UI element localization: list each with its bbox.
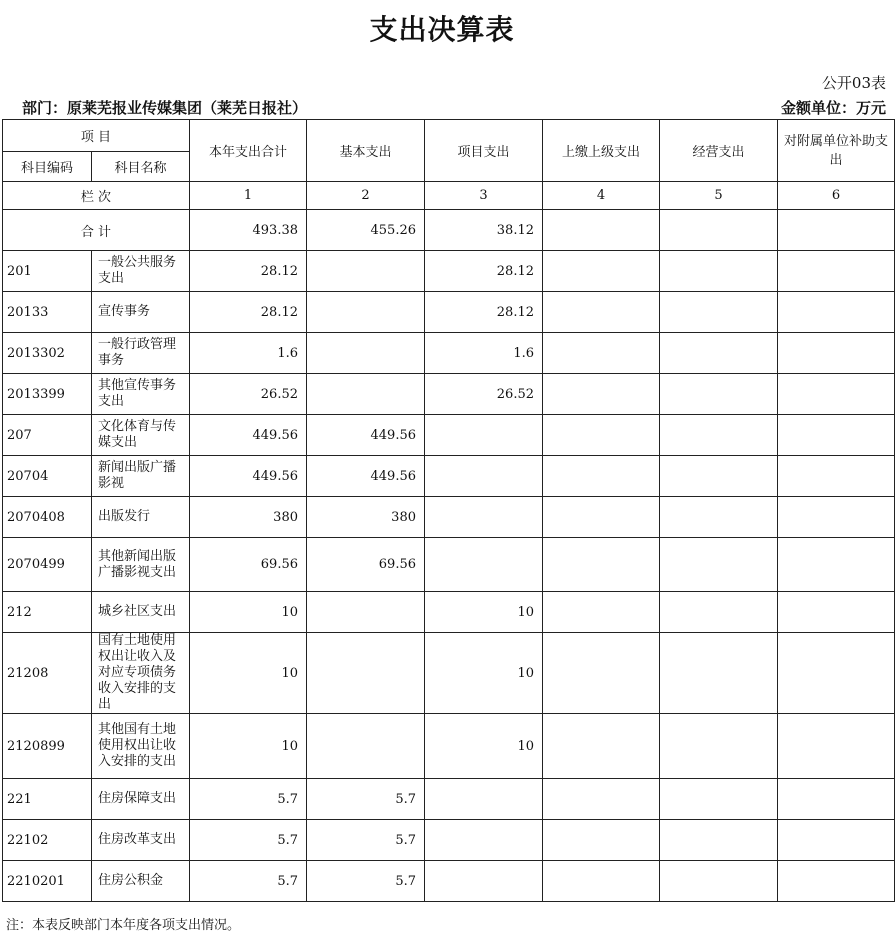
row-subsidy: [778, 714, 895, 779]
row-basic: 69.56: [307, 538, 425, 592]
row-code: 2120899: [3, 714, 92, 779]
row-business: [660, 374, 778, 415]
row-name: 其他宣传事务支出: [92, 374, 190, 415]
row-name: 其他国有土地使用权出让收入安排的支出: [92, 714, 190, 779]
row-name: 城乡社区支出: [92, 592, 190, 633]
row-upper: [543, 538, 660, 592]
row-business: [660, 456, 778, 497]
summary-basic: 455.26: [307, 210, 425, 251]
table-row: [3, 820, 895, 861]
row-basic: [307, 374, 425, 415]
header-name: 科目名称: [92, 152, 190, 182]
row-subsidy: [778, 592, 895, 633]
department-label: 部门：原莱芜报业传媒集团（莱芜日报社）: [22, 99, 308, 117]
row-total: 449.56: [190, 456, 307, 497]
row-business: [660, 333, 778, 374]
header-basic: 基本支出: [307, 120, 425, 182]
summary-project: 38.12: [425, 210, 543, 251]
row-total: 10: [190, 633, 307, 714]
header-upper: 上缴上级支出: [543, 120, 660, 182]
row-code: 212: [3, 592, 92, 633]
row-project: [425, 415, 543, 456]
row-total: 449.56: [190, 415, 307, 456]
col-num: 3: [425, 182, 543, 210]
row-subsidy: [778, 251, 895, 292]
row-name: 住房公积金: [92, 861, 190, 902]
row-project: [425, 820, 543, 861]
row-project: [425, 538, 543, 592]
header-subsidy: 对附属单位补助支出: [778, 120, 895, 182]
table-row: [3, 456, 895, 497]
row-code: 221: [3, 779, 92, 820]
row-basic: 5.7: [307, 820, 425, 861]
row-project: 10: [425, 633, 543, 714]
row-subsidy: [778, 333, 895, 374]
row-project: [425, 497, 543, 538]
col-num: 4: [543, 182, 660, 210]
row-basic: 449.56: [307, 415, 425, 456]
row-total: 69.56: [190, 538, 307, 592]
summary-business: [660, 210, 778, 251]
row-name: 出版发行: [92, 497, 190, 538]
row-upper: [543, 415, 660, 456]
row-code: 2013302: [3, 333, 92, 374]
row-project: 10: [425, 714, 543, 779]
row-subsidy: [778, 374, 895, 415]
row-project: 10: [425, 592, 543, 633]
row-basic: 5.7: [307, 861, 425, 902]
col-num: 5: [660, 182, 778, 210]
row-business: [660, 497, 778, 538]
row-subsidy: [778, 538, 895, 592]
row-basic: [307, 333, 425, 374]
row-project: [425, 456, 543, 497]
row-name: 一般公共服务支出: [92, 251, 190, 292]
row-basic: [307, 714, 425, 779]
row-total: 10: [190, 714, 307, 779]
row-upper: [543, 251, 660, 292]
amount-unit-label: 金额单位：万元: [780, 99, 886, 117]
row-business: [660, 538, 778, 592]
table-row: [3, 497, 895, 538]
table-row: [3, 415, 895, 456]
summary-row: [3, 210, 895, 251]
row-total: 1.6: [190, 333, 307, 374]
col-num: 2: [307, 182, 425, 210]
table-row: [3, 861, 895, 902]
col-num: 6: [778, 182, 895, 210]
row-upper: [543, 592, 660, 633]
row-code: 20133: [3, 292, 92, 333]
row-upper: [543, 374, 660, 415]
row-project: [425, 861, 543, 902]
row-project: 1.6: [425, 333, 543, 374]
row-basic: [307, 592, 425, 633]
row-total: 10: [190, 592, 307, 633]
row-business: [660, 714, 778, 779]
row-code: 2210201: [3, 861, 92, 902]
table-row: [3, 633, 895, 714]
col-num: 1: [190, 182, 307, 210]
table-row: [3, 374, 895, 415]
row-name: 新闻出版广播影视: [92, 456, 190, 497]
row-code: 2070408: [3, 497, 92, 538]
row-total: 28.12: [190, 251, 307, 292]
header-code: 科目编码: [3, 152, 92, 182]
row-subsidy: [778, 497, 895, 538]
heji-label: 合 计: [3, 210, 190, 251]
lanci-label: 栏 次: [3, 182, 190, 210]
row-code: 2013399: [3, 374, 92, 415]
table-row: [3, 714, 895, 779]
row-name: 国有土地使用权出让收入及对应专项债务收入安排的支出: [92, 633, 190, 714]
row-name: 住房改革支出: [92, 820, 190, 861]
table-row: [3, 592, 895, 633]
summary-upper: [543, 210, 660, 251]
row-business: [660, 820, 778, 861]
row-upper: [543, 779, 660, 820]
row-business: [660, 592, 778, 633]
footnote: 注：本表反映部门本年度各项支出情况。: [6, 918, 241, 933]
row-total: 5.7: [190, 820, 307, 861]
row-total: 380: [190, 497, 307, 538]
row-subsidy: [778, 456, 895, 497]
table-row: [3, 251, 895, 292]
row-name: 宣传事务: [92, 292, 190, 333]
row-name: 文化体育与传媒支出: [92, 415, 190, 456]
row-upper: [543, 820, 660, 861]
row-project: [425, 779, 543, 820]
row-total: 28.12: [190, 292, 307, 333]
row-project: 26.52: [425, 374, 543, 415]
header-total: 本年支出合计: [190, 120, 307, 182]
row-subsidy: [778, 415, 895, 456]
page-title: 支出决算表: [369, 13, 515, 46]
row-business: [660, 292, 778, 333]
row-project: 28.12: [425, 251, 543, 292]
row-business: [660, 415, 778, 456]
row-name: 其他新闻出版广播影视支出: [92, 538, 190, 592]
row-business: [660, 251, 778, 292]
row-subsidy: [778, 633, 895, 714]
row-code: 22102: [3, 820, 92, 861]
row-basic: [307, 292, 425, 333]
row-upper: [543, 714, 660, 779]
row-basic: [307, 633, 425, 714]
expenditure-table: [2, 119, 895, 902]
row-subsidy: [778, 820, 895, 861]
row-upper: [543, 861, 660, 902]
row-name: 住房保障支出: [92, 779, 190, 820]
header-business: 经营支出: [660, 120, 778, 182]
row-total: 5.7: [190, 779, 307, 820]
row-subsidy: [778, 779, 895, 820]
row-code: 21208: [3, 633, 92, 714]
header-item: 项 目: [3, 120, 190, 152]
row-upper: [543, 292, 660, 333]
row-name: 一般行政管理事务: [92, 333, 190, 374]
row-subsidy: [778, 292, 895, 333]
summary-total: 493.38: [190, 210, 307, 251]
summary-subsidy: [778, 210, 895, 251]
row-basic: 380: [307, 497, 425, 538]
row-basic: [307, 251, 425, 292]
row-upper: [543, 497, 660, 538]
table-row: [3, 779, 895, 820]
table-row: [3, 292, 895, 333]
column-number-row: [3, 182, 895, 210]
row-business: [660, 633, 778, 714]
row-code: 207: [3, 415, 92, 456]
header-project: 项目支出: [425, 120, 543, 182]
row-total: 5.7: [190, 861, 307, 902]
table-row: [3, 333, 895, 374]
row-upper: [543, 456, 660, 497]
row-code: 201: [3, 251, 92, 292]
row-code: 20704: [3, 456, 92, 497]
row-basic: 5.7: [307, 779, 425, 820]
row-subsidy: [778, 861, 895, 902]
row-upper: [543, 333, 660, 374]
row-business: [660, 861, 778, 902]
row-project: 28.12: [425, 292, 543, 333]
form-number: 公开03表: [821, 74, 886, 92]
row-upper: [543, 633, 660, 714]
table-row: [3, 538, 895, 592]
row-code: 2070499: [3, 538, 92, 592]
row-basic: 449.56: [307, 456, 425, 497]
row-business: [660, 779, 778, 820]
row-total: 26.52: [190, 374, 307, 415]
